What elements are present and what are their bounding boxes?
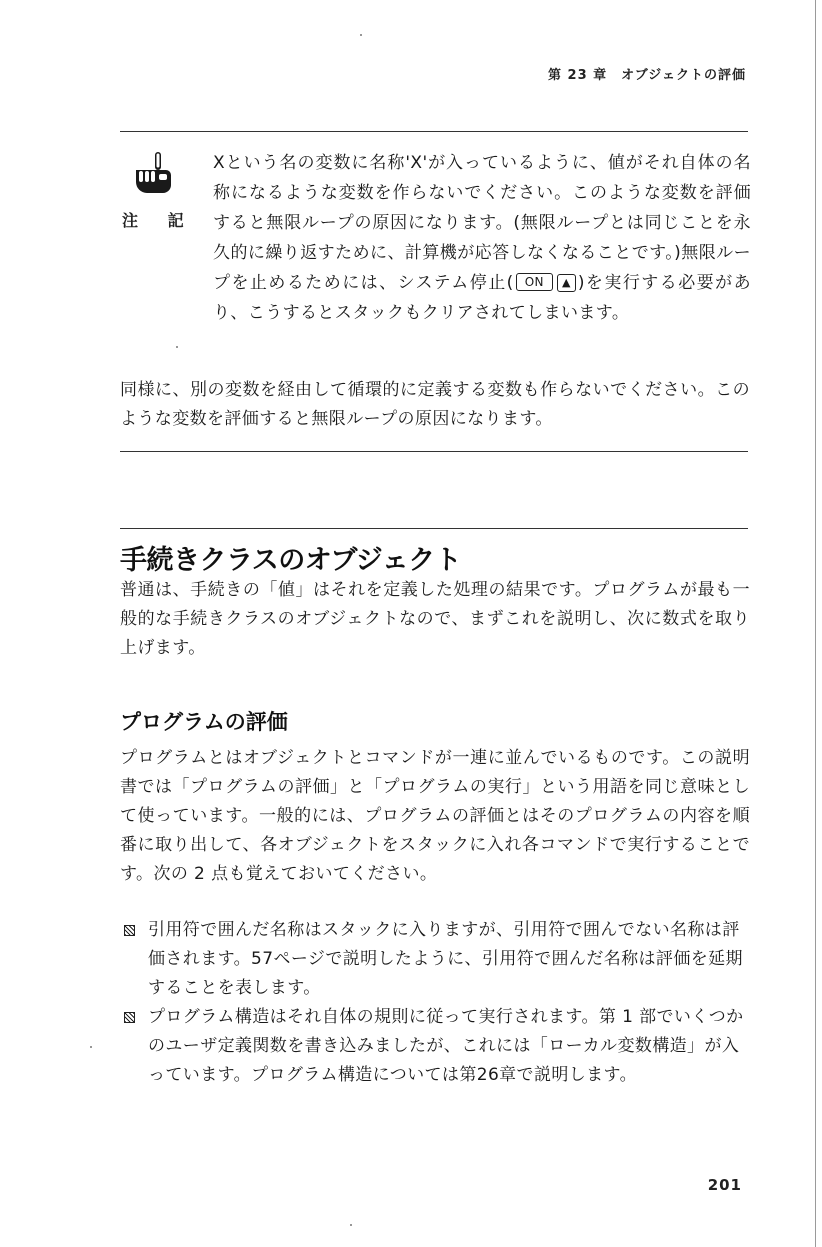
list-item-text: 引用符で囲んだ名称はスタックに入りますが、引用符で囲んでない名称は評価されます。57ページで説明したように、引用符で囲んだ名称は評価を延期することを表します。	[148, 920, 743, 998]
page-edge-line	[815, 0, 816, 1247]
list-item-text: プログラム構造はそれ自体の規則に従って実行されます。第 1 部でいくつかのユーザ定義関数を書き込みましたが、これには「ローカル変数構造」が入っています。プログラム構造については第26章で説明します。	[148, 1007, 744, 1085]
page-number: 201	[707, 1176, 742, 1194]
note-label: 注 記	[122, 211, 196, 230]
note-top-rule	[120, 131, 748, 132]
pointing-hand-icon	[128, 150, 174, 196]
scan-speck	[90, 1046, 92, 1048]
note-text-part: )を実行する必要があり、こうするとスタックもクリアされてしまいます。	[213, 273, 751, 323]
subsection-heading: プログラムの評価	[120, 710, 288, 734]
section-rule	[120, 528, 748, 529]
note-text-part: Xという名の変数に名称'X'が入っているように、値がそれ自体の名称になるような変数を作らないでください。このような変数を評価すると無限ループの原因になります。(無限ループとは同じことを永久的に繰り返すために、計算機が応答しなくなることです。)無限ループを止めるためには、システム停止(	[213, 153, 751, 293]
scan-speck	[176, 346, 178, 348]
square-bullet-icon	[124, 1012, 135, 1023]
section-body: 普通は、手続きの「値」はそれを定義した処理の結果です。プログラムが最も一般的な手続きクラスのオブジェクトなので、まずこれを説明し、次に数式を取り上げます。	[120, 580, 750, 658]
running-head: 第 23 章 オブジェクトの評価	[548, 68, 746, 83]
scan-speck	[360, 34, 362, 36]
list-item	[120, 1003, 750, 1090]
up-arrow-key: ▲	[557, 274, 576, 292]
paragraph: 同様に、別の変数を経由して循環的に定義する変数も作らないでください。このような変数を評価すると無限ループの原因になります。	[120, 380, 750, 429]
list-item	[120, 916, 750, 1003]
note-text	[213, 148, 751, 328]
section-heading: 手続きクラスのオブジェクト	[120, 545, 462, 576]
bullet-list	[120, 916, 750, 1090]
square-bullet-icon	[124, 925, 135, 936]
note-bottom-rule	[120, 451, 748, 452]
scan-speck	[350, 1224, 352, 1226]
on-key: ON	[516, 273, 553, 291]
subsection-body: プログラムとはオブジェクトとコマンドが一連に並んでいるものです。この説明書では「プログラムの評価」と「プログラムの実行」という用語を同じ意味として使っています。一般的には、プログラムの評価とはそのプログラムの内容を順番に取り出して、各オブジェクトをスタックに入れ各コマンドで実行することです。次の 2 点も覚えておいてください。	[120, 748, 750, 884]
